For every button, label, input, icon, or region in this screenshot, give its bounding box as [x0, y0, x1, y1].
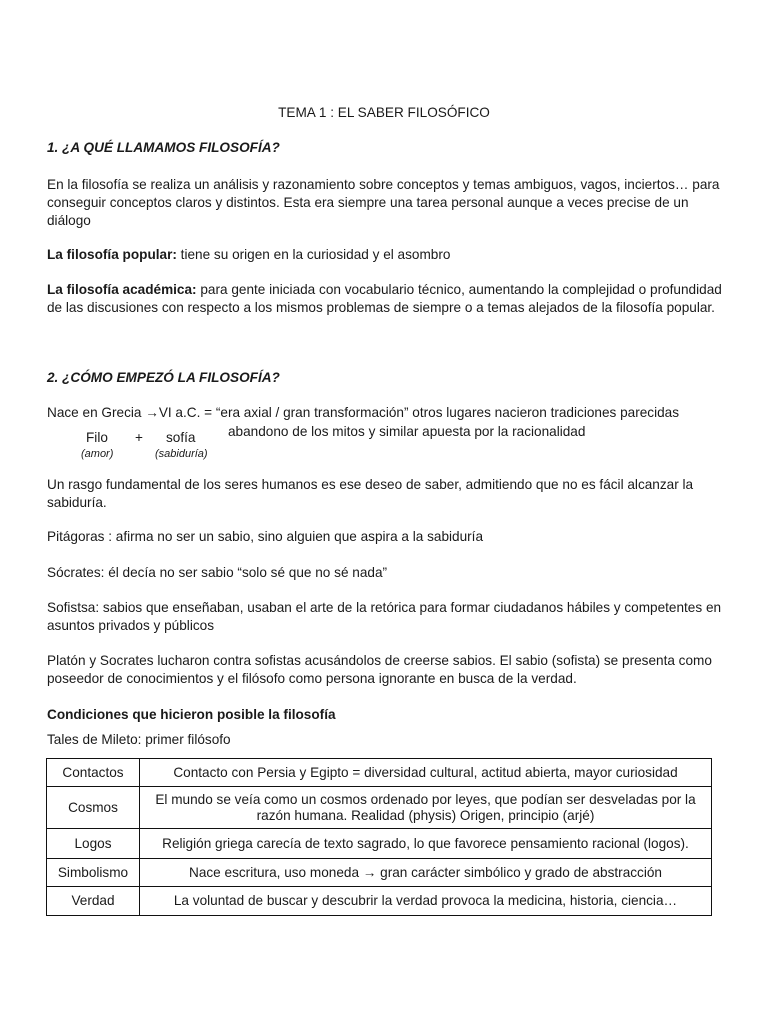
table-cell-value: El mundo se veía como un cosmos ordenado por leyes, que podían ser desveladas por la razón humana. Realidad (physis) Origen, principio (arjé): [140, 787, 712, 829]
etym-sofia: sofía: [166, 430, 196, 445]
academica-paragraph: [47, 281, 727, 317]
etym-sabiduria: (sabiduría): [155, 448, 208, 460]
table-cell-value: La voluntad de buscar y descubrir la verdad provoca la medicina, historia, ciencia…: [140, 887, 712, 916]
table-cell-key: Contactos: [47, 759, 140, 787]
academica-text: para gente iniciada con vocabulario técnico, aumentando la complejidad o profundidad de las discusiones con respecto a los mismos problemas de siempre o a temas alejados de la filosofía popular.: [47, 282, 722, 315]
etym-plus: +: [135, 430, 143, 445]
table-row: [47, 787, 712, 829]
table-row: [47, 859, 712, 887]
table-row: [47, 829, 712, 859]
table-cell-value: Contacto con Persia y Egipto = diversidad cultural, actitud abierta, mayor curiosidad: [140, 759, 712, 787]
academica-label: La filosofía académica:: [47, 282, 197, 297]
popular-paragraph: [47, 246, 727, 264]
section1-heading: 1. ¿A QUÉ LLAMAMOS FILOSOFÍA?: [47, 140, 280, 155]
abandono-text: abandono de los mitos y similar apuesta por la racionalidad: [228, 424, 586, 439]
pitagoras-paragraph: Pitágoras : afirma no ser un sabio, sino alguien que aspira a la sabiduría: [47, 529, 484, 544]
rasgo-paragraph: Un rasgo fundamental de los seres humanos es ese deseo de saber, admitiendo que no es fácil alcanzar la sabiduría.: [47, 477, 694, 510]
table-row: [47, 887, 712, 916]
sofistas-paragraph: Sofistsa: sabios que enseñaban, usaban el arte de la retórica para formar ciudadanos hábiles y competentes en asuntos privados y públicos: [47, 600, 722, 633]
condiciones-table: [46, 758, 712, 916]
table-cell-key: Cosmos: [47, 787, 140, 829]
nace-paragraph: Nace en Grecia →VI a.C. = “era axial / gran transformación” otros lugares nacieron tradiciones parecidas: [47, 405, 680, 420]
socrates-paragraph: Sócrates: él decía no ser sabio “solo sé que no sé nada”: [47, 565, 388, 580]
document-title: TEMA 1 : EL SABER FILOSÓFICO: [278, 105, 490, 120]
section2-heading: 2. ¿CÓMO EMPEZÓ LA FILOSOFÍA?: [47, 370, 280, 385]
popular-label: La filosofía popular:: [47, 247, 177, 262]
tales-paragraph: Tales de Mileto: primer filósofo: [47, 732, 231, 747]
table-cell-key: Logos: [47, 829, 140, 859]
table-cell-value: Religión griega carecía de texto sagrado, lo que favorece pensamiento racional (logos).: [140, 829, 712, 859]
table-cell-key: Verdad: [47, 887, 140, 916]
condiciones-heading: Condiciones que hicieron posible la filosofía: [47, 707, 336, 722]
popular-text: tiene su origen en la curiosidad y el asombro: [176, 247, 451, 262]
table-cell-key: Simbolismo: [47, 859, 140, 887]
etym-amor: (amor): [81, 448, 114, 460]
etym-filo: Filo: [86, 430, 108, 445]
section1-intro: En la filosofía se realiza un análisis y razonamiento sobre conceptos y temas ambiguos, vagos, inciertos… para conseguir conceptos claros y distintos. Esta era siempre una tarea personal aunque a veces precise de un diálogo: [47, 177, 720, 228]
table-cell-value: Nace escritura, uso moneda → gran carácter simbólico y grado de abstracción: [140, 859, 712, 887]
table-row: [47, 759, 712, 787]
etym-sabiduria-wrap: [155, 444, 208, 463]
etym-amor-wrap: [81, 444, 113, 463]
platon-paragraph: Platón y Socrates lucharon contra sofistas acusándolos de creerse sabios. El sabio (sofista) se presenta como poseedor de conocimientos y el filósofo como persona ignorante en busca de la verdad.: [47, 653, 712, 686]
